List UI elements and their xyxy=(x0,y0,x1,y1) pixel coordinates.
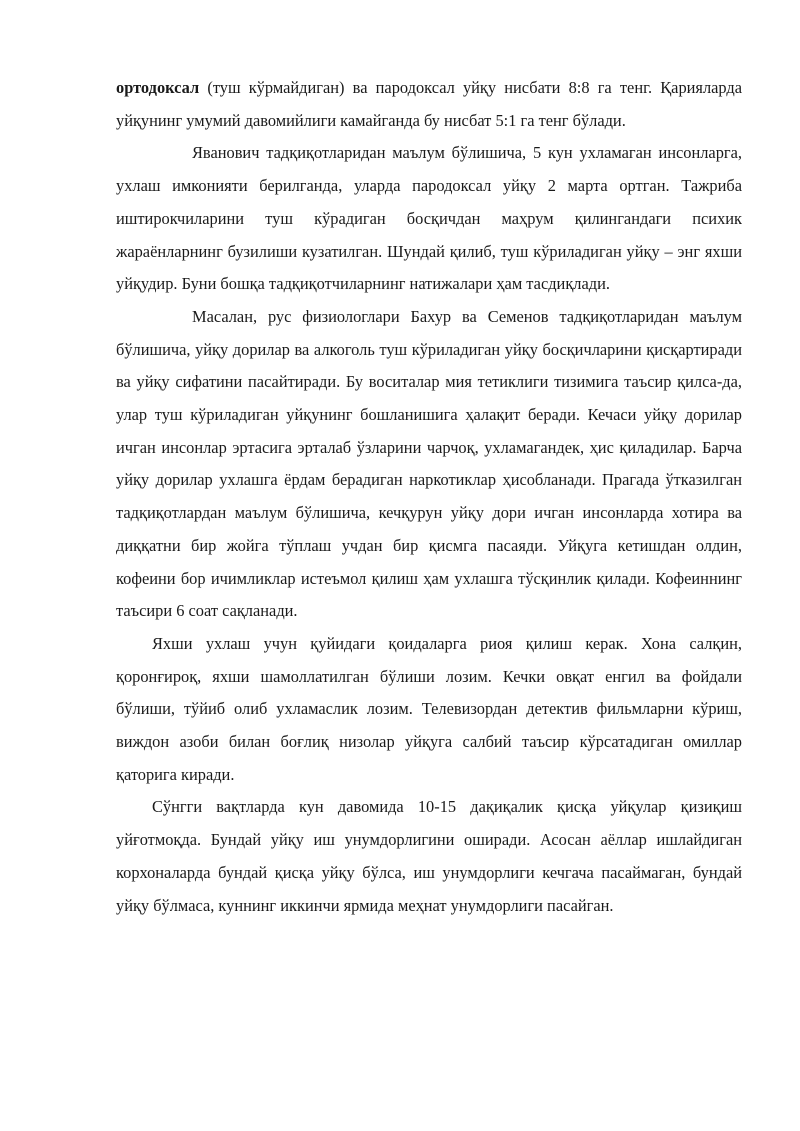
paragraph-5: Сўнгги вақтларда кун давомида 10-15 дақиқалик қисқа уйқулар қизиқиш уйғотмоқда. Бундай уйқу иш унумдорлигини оширади. Асосан аёллар ишлайдиган корхоналарда бундай қисқа уйқу бўлса, иш унумдорлиги кечгача пасаймаган, бундай уйқу бўлмаса, куннинг иккинчи ярмида меҳнат унумдорлиги пасайган. xyxy=(116,797,742,915)
paragraph-3: Масалан, рус физиологлари Бахур ва Семенов тадқиқотларидан маълум бўлишича, уйқу дорилар ва алкоголь туш кўриладиган уйқу босқичларини қисқартиради ва уйқу сифатини пасайтиради. Бу воситалар мия тетиклиги тизимига таъсир қилса-да, улар туш кўриладиган уйқунинг бошланишига ҳалақит беради. Кечаси уйқу дорилар ичган инсонлар эртасига эрталаб ўзларини чарчоқ, ухламагандек, ҳис қиладилар. Барча уйқу дорилар ухлашга ёрдам берадиган наркотиклар ҳисобланади. Прагада ўтказилган тадқиқотлардан маълум бўлишича, кечқурун уйқу дори ичган инсонларда хотира ва диққатни бир жойга тўплаш учдан бир қисмга пасаяди. Уйқуга кетишдан олдин, кофеини бор ичимликлар истеъмол қилиш ҳам ухлашга тўсқинлик қилади. Кофеиннинг таъсири 6 соат сақланади. xyxy=(116,306,742,621)
document-page xyxy=(116,72,742,922)
paragraph-1-text: (туш кўрмайдиган) ва пародоксал уйқу нисбати 8:8 га тенг. Қарияларда уйқунинг умумий давомийлиги камайганда бу нисбат 5:1 га тенг бўлади. xyxy=(116,78,742,130)
paragraph-1 xyxy=(116,72,742,137)
bold-term: ортодоксал xyxy=(116,78,200,97)
paragraph-4: Яхши ухлаш учун қуйидаги қоидаларга риоя қилиш керак. Хона салқин, қоронғироқ, яхши шамоллатилган бўлиши лозим. Кечки овқат енгил ва фойдали бўлиши, тўйиб олиб ухламаслик лозим. Телевизордан детектив фильмларни кўриш, виждон азоби билан боғлиқ низолар уйқуга салбий таъсир кўрсатадиган омиллар қаторига киради. xyxy=(116,633,742,784)
paragraph-2: Яванович тадқиқотларидан маълум бўлишича, 5 кун ухламаган инсонларга, ухлаш имконияти берилганда, уларда пародоксал уйқу 2 марта ортган. Тажриба иштирокчиларини туш кўрадиган босқичдан маҳрум қилингандаги психик жараёнларнинг бузилиши кузатилган. Шундай қилиб, туш кўриладиган уйқу – энг яхши уйқудир. Буни бошқа тадқиқотчиларнинг натижалари ҳам тасдиқлади. xyxy=(116,143,742,294)
